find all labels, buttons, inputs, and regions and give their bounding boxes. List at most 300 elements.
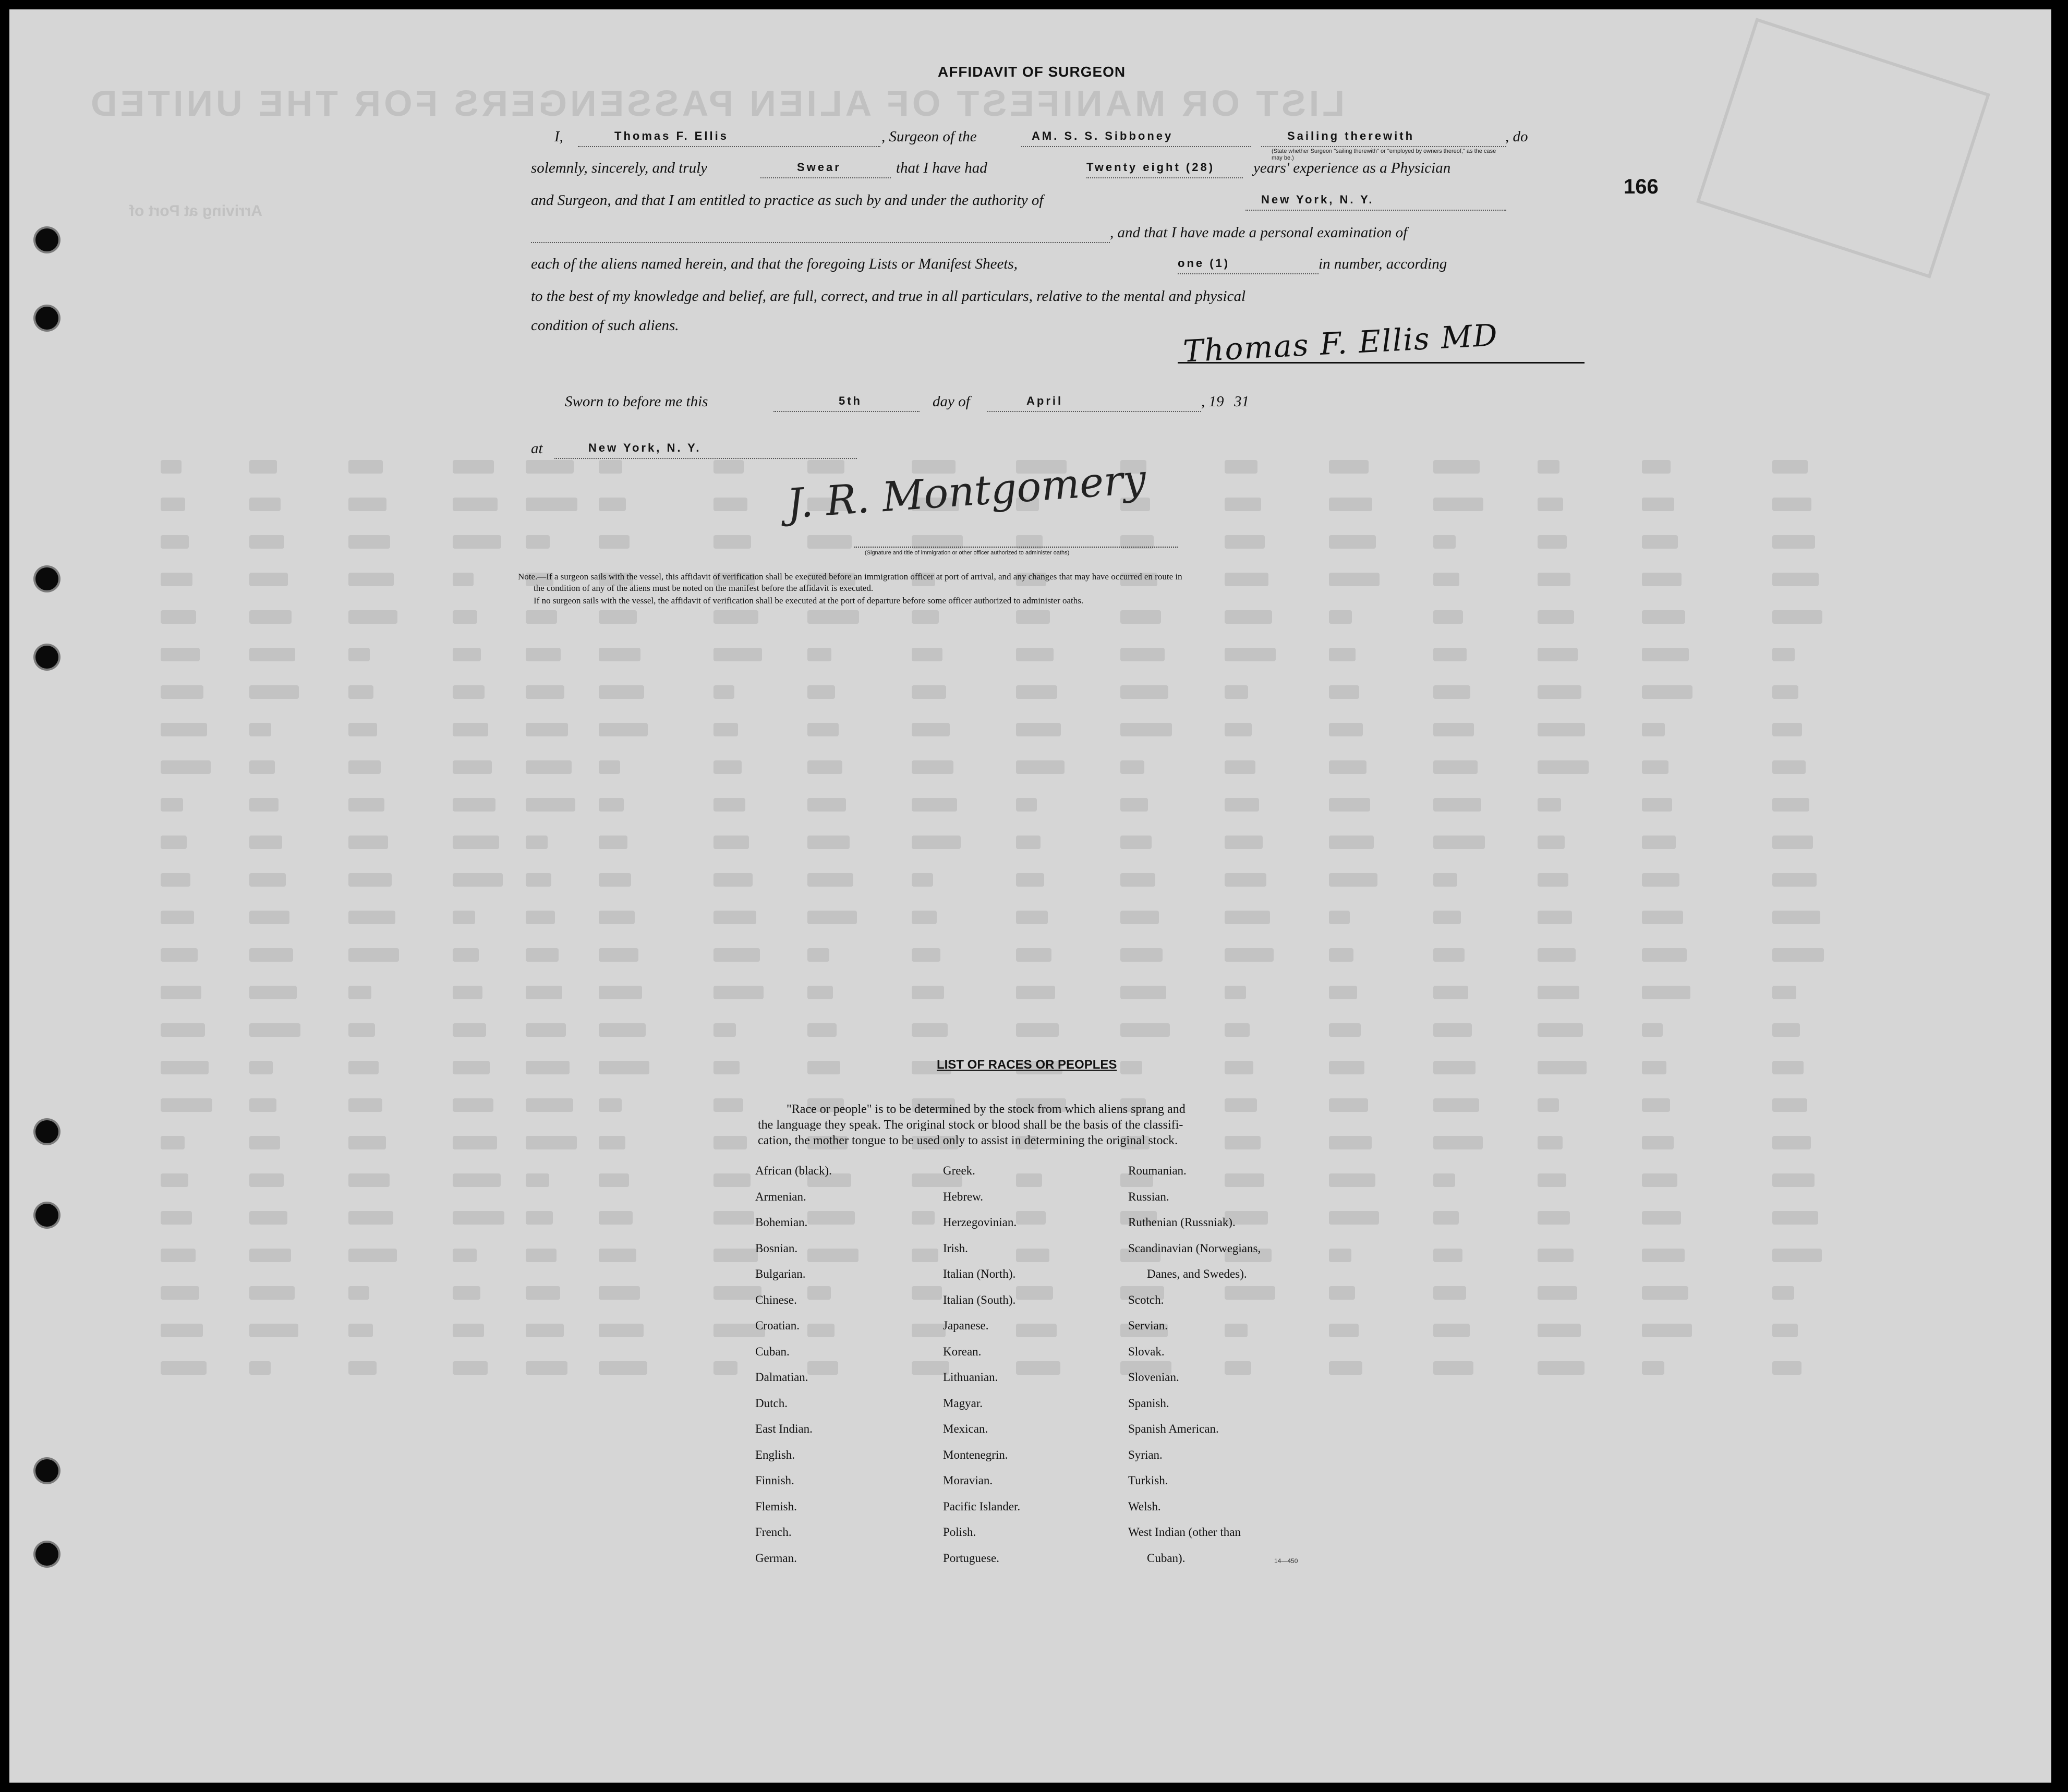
bleed-through-mark [1225,1023,1250,1037]
bleed-through-row [129,646,1851,663]
race-entry: Montenegrin. [943,1448,1008,1461]
fill-line [1245,210,1506,211]
bleed-through-mark [807,760,842,774]
bleed-through-mark [1433,1361,1473,1375]
bleed-through-mark [526,535,550,549]
bleed-through-mark [348,460,383,474]
races-intro: cation, the mother tongue to be used only to assist in determining the original stock. [758,1134,1178,1147]
bleed-through-mark [249,836,282,849]
bleed-through-mark [453,986,482,999]
bleed-through-mark [1120,911,1159,924]
bleed-through-mark [1120,1023,1170,1037]
bleed-through-mark [1225,798,1259,812]
bleed-through-row [129,796,1851,814]
bleed-through-mark [526,1324,564,1337]
punch-hole [35,1543,58,1566]
bleed-through-mark [348,873,392,887]
bleed-through-mark [453,1061,490,1074]
bleed-through-mark [1329,1098,1368,1112]
bleed-through-mark [1329,873,1377,887]
sheet-count: one (1) [1178,257,1230,270]
bleed-through-mark [599,535,630,549]
race-entry: Italian (South). [943,1293,1016,1306]
form-number: 14—450 [1274,1557,1298,1565]
bleed-through-mark [526,648,561,661]
bleed-through-mark [453,1023,486,1037]
bleed-through-mark [912,948,940,962]
bleed-through-mark [1225,1324,1248,1337]
bleed-through-mark [1642,498,1674,511]
bleed-through-mark [1772,1061,1804,1074]
bleed-through-mark [1433,986,1468,999]
bleed-through-mark [161,836,187,849]
bleed-through-mark [1433,836,1485,849]
bleed-through-mark [348,798,384,812]
bleed-through-mark [1225,1136,1261,1149]
bleed-through-mark [453,610,477,624]
bleed-through-mark [599,798,624,812]
bleed-through-mark [1016,1361,1060,1375]
bleed-through-mark [713,986,764,999]
bleed-through-mark [348,685,373,699]
race-entry: Hebrew. [943,1190,984,1203]
signature-line [1178,362,1585,364]
bleed-through-mark [599,685,644,699]
bleed-through-mark [1329,723,1363,736]
race-entry: Dalmatian. [755,1371,808,1384]
bleed-through-mark [1772,760,1806,774]
bleed-through-mark [453,1361,488,1375]
bleed-through-mark [912,648,942,661]
bleed-through-mark [1538,610,1574,624]
affidavit-text: years' experience as a Physician [1253,160,1451,176]
bleed-through-mark [807,1061,840,1074]
bleed-through-mark [526,798,575,812]
bleed-through-mark [1433,685,1470,699]
bleed-through-mark [599,873,631,887]
bleed-through-mark [161,948,198,962]
bleed-through-mark [1642,911,1683,924]
bleed-through-mark [1120,760,1144,774]
bleed-through-mark [713,1023,736,1037]
bleed-through-mark [1016,948,1051,962]
bleed-through-mark [1642,1249,1685,1262]
sworn-place: New York, N. Y. [588,441,702,454]
bleed-through-mark [348,1173,390,1187]
bleed-through-mark [453,1136,497,1149]
bleed-through-mark [348,986,371,999]
bleed-through-mark [1772,1286,1794,1300]
bleed-through-mark [1329,573,1380,586]
bleed-through-mark [1016,836,1041,849]
bleed-through-mark [1642,760,1668,774]
bleed-through-mark [1225,1098,1257,1112]
bleed-through-mark [1538,986,1579,999]
bleed-through-row [129,1322,1851,1339]
bleed-through-mark [1772,1361,1801,1375]
bleed-through-mark [1538,1023,1583,1037]
bleed-through-mark [912,873,933,887]
bleed-through-mark [526,1136,577,1149]
bleed-through-mark [1225,836,1263,849]
bleed-through-mark [453,1173,501,1187]
bleed-through-mark [713,1249,758,1262]
bleed-through-mark [1642,1136,1674,1149]
bleed-through-mark [599,911,635,924]
bleed-through-mark [912,685,946,699]
bleed-through-mark [599,648,640,661]
bleed-through-mark [713,685,734,699]
race-entry: Scandinavian (Norwegians, [1128,1241,1261,1255]
bleed-through-mark [807,1324,835,1337]
bleed-through-mark [348,836,388,849]
bleed-through-mark [1538,1249,1574,1262]
race-entry: Lithuanian. [943,1371,998,1384]
bleed-through-mark [249,986,297,999]
bleed-through-mark [249,685,299,699]
fill-line [554,458,857,459]
bleed-through-mark [713,535,751,549]
bleed-through-mark [599,986,642,999]
bleed-through-mark [713,723,738,736]
bleed-through-mark [713,1173,751,1187]
race-entry: Turkish. [1128,1474,1168,1487]
bleed-through-mark [713,1361,737,1375]
bleed-through-mark [1225,685,1248,699]
bleed-through-mark [249,760,275,774]
bleed-through-mark [526,760,572,774]
bleed-through-mark [249,648,295,661]
bleed-through-mark [1016,798,1037,812]
bleed-through-mark [807,460,844,474]
bleed-through-mark [1433,460,1480,474]
bleed-through-mark [526,610,557,624]
bleed-through-mark [1329,685,1359,699]
races-intro: the language they speak. The original stock or blood shall be the basis of the classifi- [758,1118,1183,1132]
surgeon-signature: Thomas F. Ellis MD [1182,317,1499,369]
fill-line [578,146,880,147]
bleed-through-mark [249,723,271,736]
race-entry: Irish. [943,1241,968,1255]
race-entry: Danes, and Swedes). [1147,1267,1247,1280]
bleed-through-mark [1225,1173,1264,1187]
bleed-through-mark [453,1211,504,1225]
bleed-through-mark [1120,685,1168,699]
bleed-through-mark [1538,648,1578,661]
bleed-through-mark [1538,1098,1559,1112]
bleed-through-mark [1329,460,1369,474]
bleed-through-mark [348,723,377,736]
bleed-through-mark [1225,873,1266,887]
bleed-through-mark [348,1098,382,1112]
bleed-through-mark [713,760,742,774]
bleed-through-mark [599,1324,644,1337]
race-entry: Roumanian. [1128,1164,1187,1177]
note-line: Note.—If a surgeon sails with the vessel, this affidavit of verification shall be executed before an immigration officer at port of arrival, and any changes that may have occurred en route in [518,572,1182,582]
bleed-through-row [129,758,1851,776]
bleed-through-mark [807,1023,837,1037]
race-entry: Portuguese. [943,1551,999,1565]
bleed-through-mark [1772,911,1820,924]
bleed-through-mark [526,460,574,474]
bleed-through-mark [1016,873,1044,887]
form-title: AFFIDAVIT OF SURGEON [938,64,1126,80]
race-entry: East Indian. [755,1422,813,1435]
bleed-through-mark [807,873,853,887]
bleed-through-mark [249,610,292,624]
officer-caption: (Signature and title of immigration or other officer authorized to administer oaths) [865,550,1070,556]
affidavit-text: each of the aliens named herein, and that the foregoing Lists or Manifest Sheets, [531,256,1018,272]
bleed-through-mark [1642,1098,1670,1112]
bleed-through-mark [599,610,637,624]
race-entry: Bohemian. [755,1216,808,1229]
bleed-through-mark [1642,610,1685,624]
bleed-through-mark [1772,798,1809,812]
bleed-through-mark [599,498,626,511]
bleed-through-mark [1772,1136,1811,1149]
fill-line [987,411,1201,412]
bleed-through-mark [1642,685,1692,699]
bleed-through-mark [348,535,390,549]
bleed-through-mark [526,1249,557,1262]
bleed-through-mark [1329,535,1376,549]
bleed-through-mark [161,760,211,774]
race-entry: Croatian. [755,1319,800,1332]
races-title: LIST OF RACES OR PEOPLES [937,1058,1117,1072]
bleed-through-mark [161,1324,203,1337]
affidavit-text: and Surgeon, and that I am entitled to practice as such by and under the authority of [531,192,1044,209]
race-entry: Bulgarian. [755,1267,806,1280]
race-entry: Ruthenian (Russniak). [1128,1216,1236,1229]
race-entry: Herzegovinian. [943,1216,1017,1229]
bleed-through-mark [453,1286,480,1300]
bleed-through-mark [1538,1061,1587,1074]
bleed-through-mark [1538,498,1563,511]
bleed-through-row [129,533,1851,551]
bleed-through-mark [1329,798,1370,812]
bleed-through-mark [1433,798,1481,812]
bleed-through-mark [1225,1286,1275,1300]
sworn-month: April [1026,394,1063,407]
bleed-through-mark [1642,873,1679,887]
bleed-through-mark [161,723,207,736]
bleed-through-mark [912,610,939,624]
bleed-through-title: LIST OR MANIFEST OF ALIEN PASSENGERS FOR THE UNITED [88,83,1345,124]
affidavit-text: , do [1505,128,1528,145]
bleed-through-mark [599,1173,629,1187]
bleed-through-mark [161,1098,212,1112]
bleed-through-mark [713,460,744,474]
bleed-through-mark [1772,610,1822,624]
bleed-through-mark [526,1361,567,1375]
race-entry: Spanish. [1128,1396,1169,1410]
race-entry: Italian (North). [943,1267,1016,1280]
note-line: If no surgeon sails with the vessel, the affidavit of verification shall be executed at the port of departure before some officer authorized to administer oaths. [534,596,1084,606]
bleed-through-mark [1225,460,1257,474]
bleed-through-mark [1433,873,1457,887]
bleed-through-mark [453,648,481,661]
sworn-text: day of [933,393,970,410]
bleed-through-row [129,721,1851,738]
bleed-through-mark [1433,1098,1479,1112]
bleed-through-mark [453,723,488,736]
bleed-through-mark [1538,760,1589,774]
race-entry: Japanese. [943,1319,989,1332]
fill-line [760,177,891,178]
bleed-through-mark [1538,1211,1570,1225]
punch-hole [35,646,58,669]
bleed-through-mark [526,873,551,887]
bleed-through-mark [1642,1061,1666,1074]
bleed-through-mark [161,873,190,887]
bleed-through-mark [453,460,494,474]
bleed-through-mark [1772,648,1795,661]
bleed-through-mark [1772,948,1824,962]
bleed-through-mark [1772,535,1815,549]
bleed-through-heading: Arriving at Port of [129,202,263,220]
bleed-through-mark [912,1211,935,1225]
bleed-through-mark [1433,948,1465,962]
bleed-through-mark [1772,1249,1822,1262]
bleed-through-mark [912,723,950,736]
bleed-through-mark [807,685,835,699]
bleed-through-mark [526,1211,553,1225]
bleed-through-mark [348,760,381,774]
bleed-through-mark [526,836,548,849]
bleed-through-mark [161,685,203,699]
bleed-through-mark [1225,610,1272,624]
bleed-through-mark [161,1211,192,1225]
bleed-through-mark [526,986,562,999]
bleed-through-mark [1120,836,1152,849]
bleed-through-mark [599,760,620,774]
race-entry: Dutch. [755,1396,788,1410]
bleed-through-mark [526,948,559,962]
years-experience: Twenty eight (28) [1086,161,1215,174]
bleed-through-mark [249,460,277,474]
bleed-through-mark [807,986,833,999]
bleed-through-mark [713,836,749,849]
bleed-through-mark [1772,1023,1800,1037]
bleed-through-mark [348,1249,397,1262]
sailing-status: Sailing therewith [1287,129,1415,142]
race-entry: Cuban. [755,1345,790,1358]
bleed-through-mark [161,986,201,999]
bleed-through-mark [1538,535,1567,549]
race-entry: Cuban). [1147,1551,1186,1565]
bleed-through-mark [1225,648,1276,661]
race-entry: Syrian. [1128,1448,1163,1461]
bleed-through-mark [1642,948,1687,962]
punch-hole [35,1120,58,1143]
bleed-through-mark [1642,460,1671,474]
bleed-through-mark [348,648,370,661]
bleed-through-mark [1772,685,1798,699]
bleed-through-mark [807,911,857,924]
bleed-through-mark [1642,648,1689,661]
bleed-through-mark [1772,986,1796,999]
bleed-through-mark [912,836,961,849]
bleed-through-mark [249,535,284,549]
bleed-through-mark [453,948,479,962]
bleed-through-mark [348,610,397,624]
sworn-text: Sworn to before me this [565,393,708,410]
bleed-through-mark [348,1324,373,1337]
bleed-through-mark [1329,1023,1361,1037]
bleed-through-mark [161,1249,196,1262]
bleed-through-mark [249,1173,284,1187]
bleed-through-mark [1329,948,1353,962]
bleed-through-mark [1225,948,1274,962]
race-entry: Armenian. [755,1190,806,1203]
bleed-through-mark [1120,948,1163,962]
bleed-through-mark [1120,873,1155,887]
bleed-through-mark [1016,1173,1042,1187]
bleed-through-mark [1538,911,1572,924]
bleed-through-mark [807,610,859,624]
bleed-through-mark [161,1286,199,1300]
bleed-through-mark [1120,610,1161,624]
bleed-through-mark [1016,1211,1046,1225]
bleed-through-mark [1642,535,1678,549]
bleed-through-mark [1120,648,1165,661]
bleed-through-mark [348,1061,379,1074]
race-entry: Bosnian. [755,1241,798,1255]
bleed-through-mark [807,648,831,661]
bleed-through-mark [713,873,753,887]
fill-line [1178,273,1319,274]
bleed-through-mark [1772,1098,1807,1112]
races-intro: "Race or people" is to be determined by the stock from which aliens sprang and [787,1103,1186,1116]
bleed-through-mark [1225,760,1255,774]
fill-line [1261,146,1506,147]
bleed-through-mark [1772,723,1802,736]
bleed-through-mark [713,1211,754,1225]
bleed-through-mark [1642,1023,1663,1037]
bleed-through-mark [249,1211,287,1225]
bleed-through-mark [912,1324,946,1337]
bleed-through-mark [161,1136,185,1149]
bleed-through-mark [1225,498,1261,511]
bleed-through-mark [1642,1361,1664,1375]
bleed-through-mark [599,1023,646,1037]
bleed-through-mark [249,1324,298,1337]
bleed-through-mark [526,1023,566,1037]
bleed-through-mark [161,1023,205,1037]
bleed-through-mark [161,911,194,924]
bleed-through-mark [348,1361,377,1375]
bleed-through-row [129,1171,1851,1189]
punch-hole [35,228,58,251]
bleed-through-mark [599,948,638,962]
bleed-through-mark [1772,498,1811,511]
race-entry: Scotch. [1128,1293,1164,1306]
bleed-through-mark [1225,535,1265,549]
bleed-through-mark [526,498,577,511]
bleed-through-mark [713,648,762,661]
bleed-through-mark [599,460,622,474]
bleed-through-mark [1772,1173,1815,1187]
bleed-through-mark [807,1361,838,1375]
bleed-through-mark [1433,535,1456,549]
bleed-through-mark [1772,1324,1798,1337]
bleed-through-mark [249,911,289,924]
bleed-through-row [129,909,1851,926]
bleed-through-mark [1329,1061,1364,1074]
fill-line [1021,146,1251,147]
race-entry: Spanish American. [1128,1422,1219,1435]
race-entry: Pacific Islander. [943,1499,1021,1513]
